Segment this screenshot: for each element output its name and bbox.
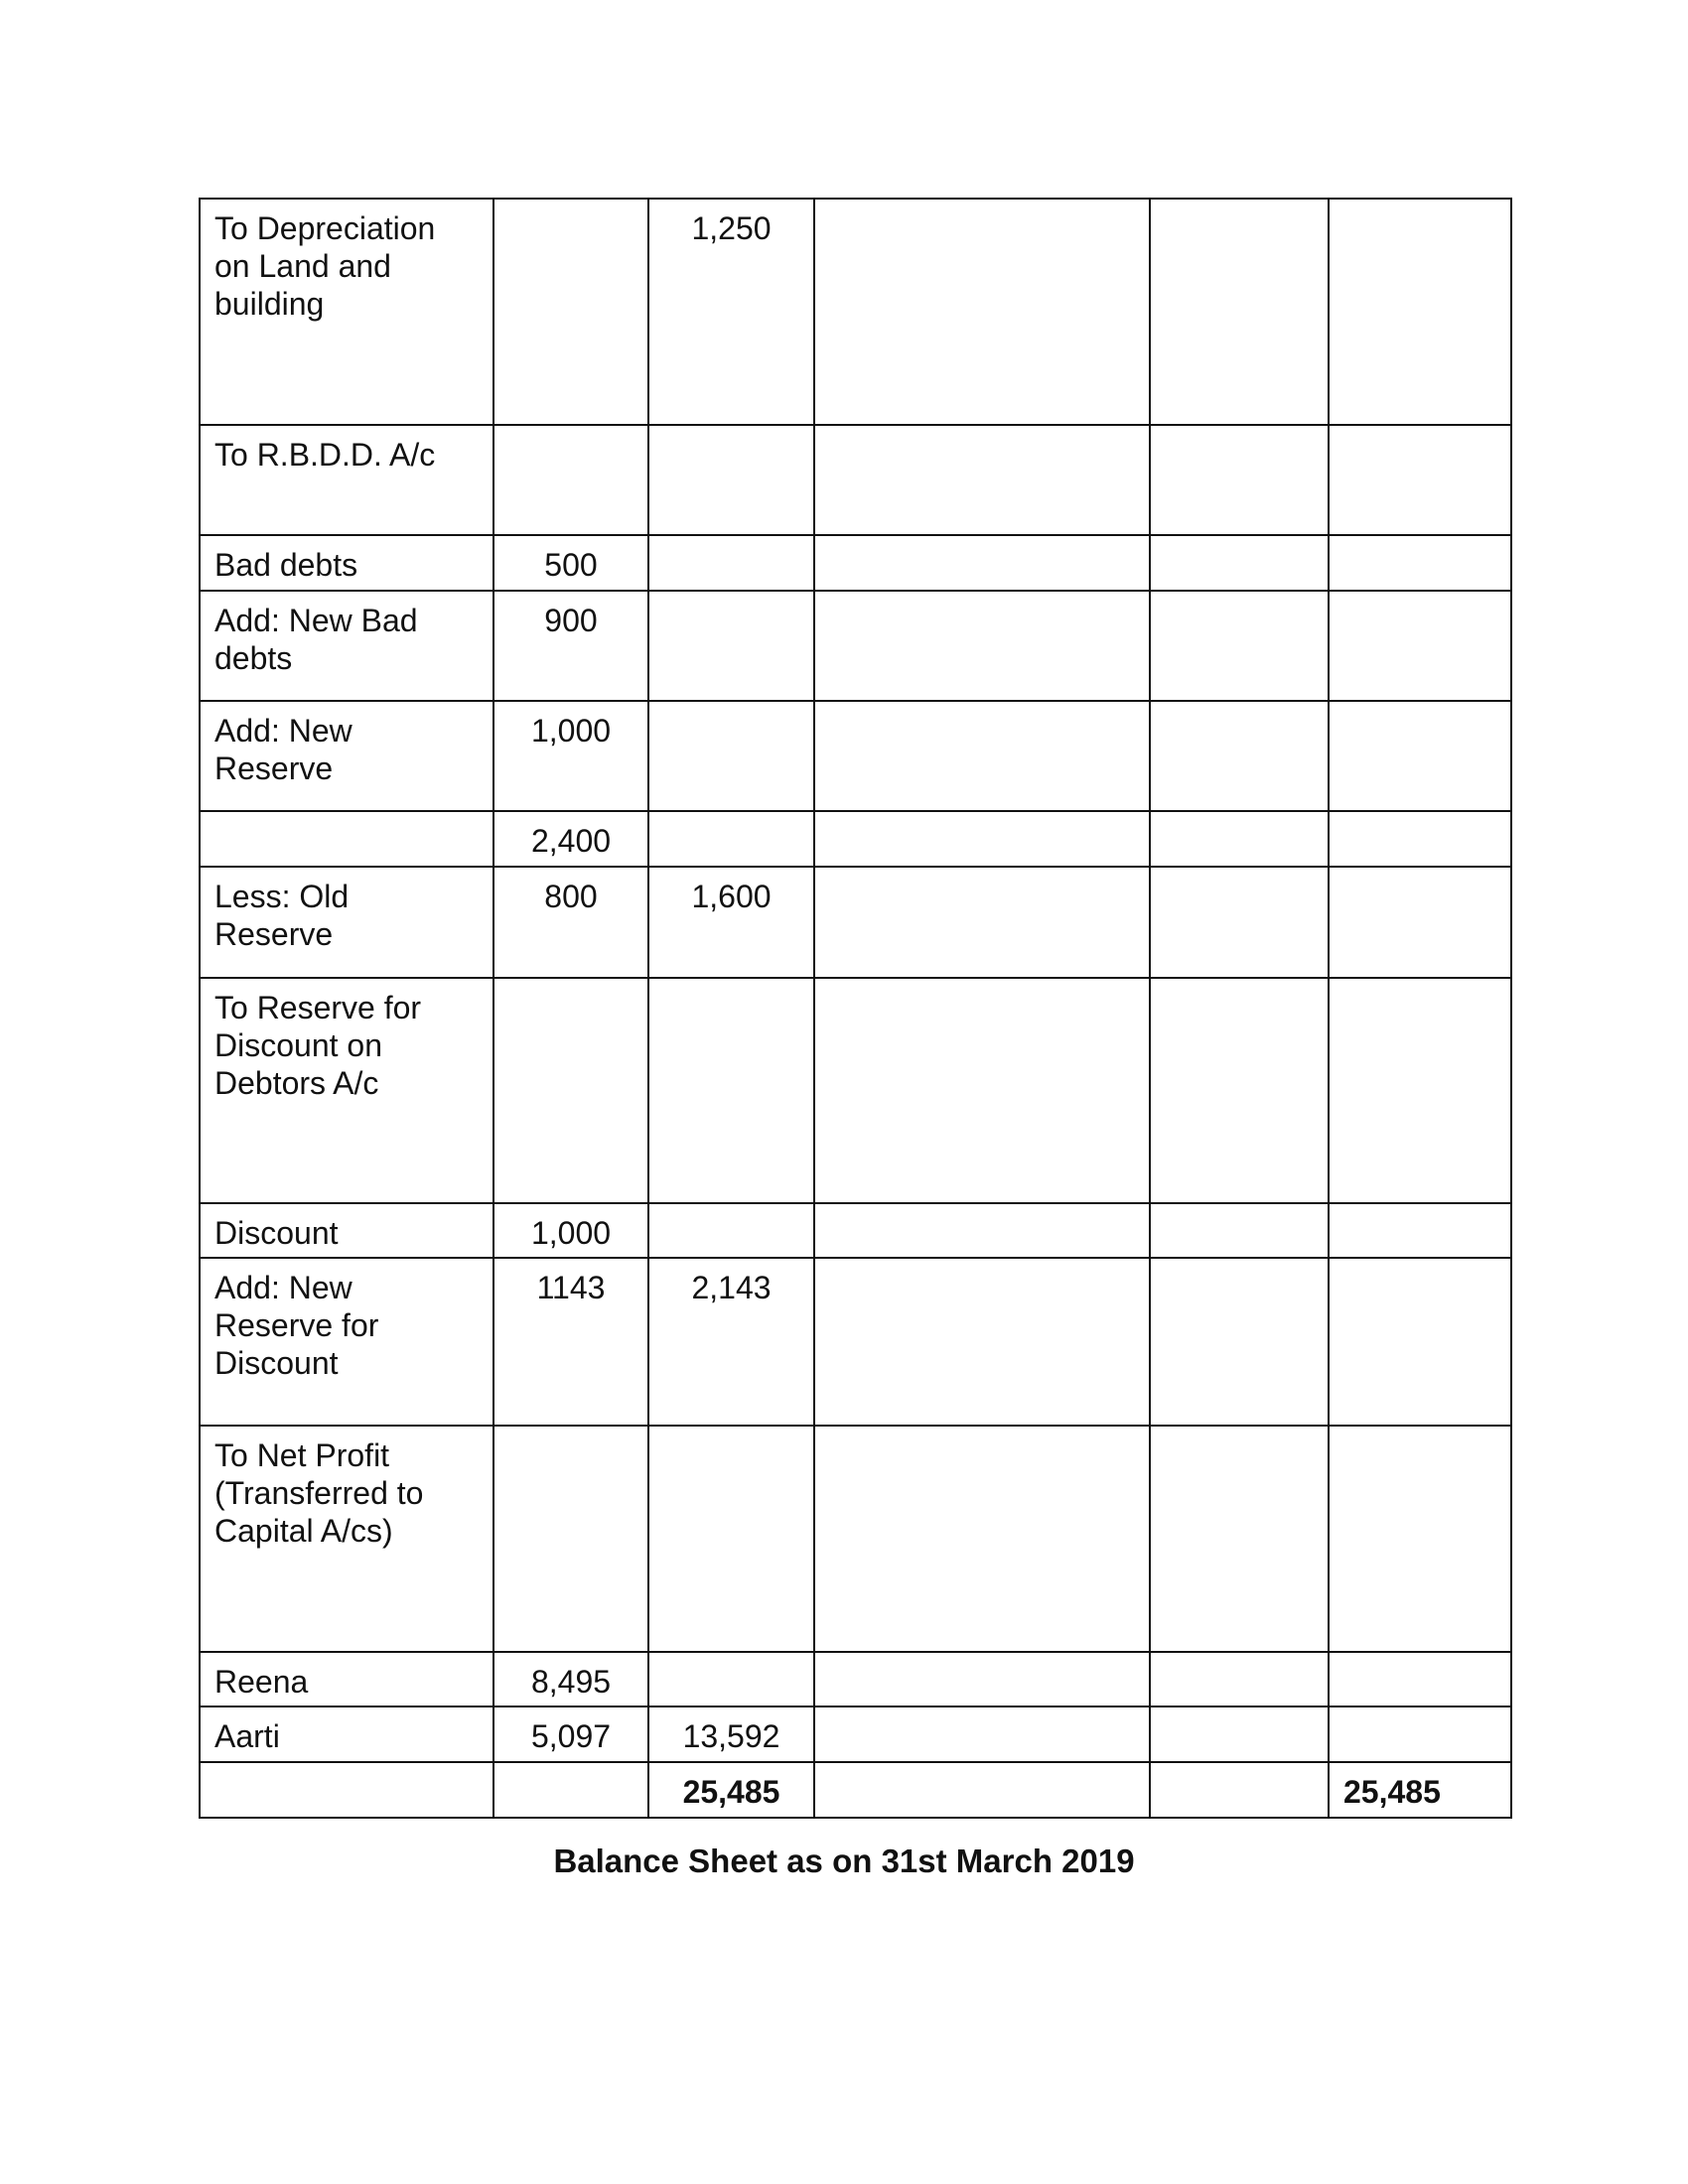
table-row	[200, 535, 1511, 591]
table-row	[200, 1203, 1511, 1258]
grand-total-cell: 25,485	[648, 1762, 814, 1818]
particulars-cell: To Reserve for Discount on Debtors A/c	[200, 978, 493, 1203]
cr-amount-cell	[1150, 425, 1329, 535]
total-cell	[648, 535, 814, 591]
cr-particulars-cell	[814, 1706, 1150, 1762]
table-row	[200, 867, 1511, 978]
amount-cell: 900	[493, 591, 648, 701]
particulars-cell: To R.B.D.D. A/c	[200, 425, 493, 535]
total-cell: 1,250	[648, 199, 814, 425]
balance-sheet-heading: Balance Sheet as on 31st March 2019	[553, 1843, 1135, 1879]
cr-amount-cell	[1150, 1203, 1329, 1258]
cr-particulars-cell	[814, 535, 1150, 591]
cr-amount-cell	[1150, 1762, 1329, 1818]
cr-amount-cell	[1150, 1652, 1329, 1706]
particulars-cell: To Depreciation on Land and building	[200, 199, 493, 425]
cr-particulars-cell	[814, 425, 1150, 535]
cr-particulars-cell	[814, 1203, 1150, 1258]
particulars-cell: To Net Profit (Transferred to Capital A/cs)	[200, 1426, 493, 1652]
cr-amount-cell	[1150, 1426, 1329, 1652]
cr-total-cell	[1329, 1426, 1511, 1652]
particulars-cell: Add: New Reserve for Discount	[200, 1258, 493, 1426]
total-cell: 1,600	[648, 867, 814, 978]
cr-grand-total-cell: 25,485	[1329, 1762, 1511, 1818]
cr-amount-cell	[1150, 867, 1329, 978]
cr-total-cell	[1329, 701, 1511, 811]
cr-amount-cell	[1150, 811, 1329, 867]
cr-amount-cell	[1150, 1258, 1329, 1426]
table-row	[200, 701, 1511, 811]
cr-particulars-cell	[814, 701, 1150, 811]
particulars-cell: Discount	[200, 1203, 493, 1258]
cr-total-cell	[1329, 591, 1511, 701]
cr-amount-cell	[1150, 978, 1329, 1203]
cr-particulars-cell	[814, 1258, 1150, 1426]
cr-total-cell	[1329, 978, 1511, 1203]
cr-particulars-cell	[814, 867, 1150, 978]
amount-cell: 1143	[493, 1258, 648, 1426]
table-row	[200, 1652, 1511, 1706]
cr-particulars-cell	[814, 811, 1150, 867]
cr-total-cell	[1329, 867, 1511, 978]
amount-cell: 2,400	[493, 811, 648, 867]
table-row	[200, 1762, 1511, 1818]
total-cell	[648, 978, 814, 1203]
table-row	[200, 1258, 1511, 1426]
total-cell	[648, 1426, 814, 1652]
amount-cell: 1,000	[493, 1203, 648, 1258]
amount-cell: 5,097	[493, 1706, 648, 1762]
total-cell: 13,592	[648, 1706, 814, 1762]
cr-amount-cell	[1150, 701, 1329, 811]
table-row	[200, 811, 1511, 867]
cr-total-cell	[1329, 535, 1511, 591]
particulars-cell: Aarti	[200, 1706, 493, 1762]
total-cell: 2,143	[648, 1258, 814, 1426]
amount-cell	[493, 1762, 648, 1818]
cr-total-cell	[1329, 1203, 1511, 1258]
table-row	[200, 1706, 1511, 1762]
table-row	[200, 199, 1511, 425]
cr-total-cell	[1329, 1706, 1511, 1762]
cr-particulars-cell	[814, 199, 1150, 425]
cr-particulars-cell	[814, 1762, 1150, 1818]
particulars-cell	[200, 1762, 493, 1818]
total-cell	[648, 701, 814, 811]
cr-amount-cell	[1150, 1706, 1329, 1762]
cr-particulars-cell	[814, 591, 1150, 701]
table-row	[200, 591, 1511, 701]
amount-cell: 800	[493, 867, 648, 978]
cr-amount-cell	[1150, 199, 1329, 425]
particulars-cell	[200, 811, 493, 867]
total-cell	[648, 591, 814, 701]
profit-loss-ledger-table	[199, 198, 1512, 1819]
cr-particulars-cell	[814, 978, 1150, 1203]
amount-cell: 1,000	[493, 701, 648, 811]
cr-particulars-cell	[814, 1652, 1150, 1706]
cr-total-cell	[1329, 1258, 1511, 1426]
cr-amount-cell	[1150, 535, 1329, 591]
cr-amount-cell	[1150, 591, 1329, 701]
particulars-cell: Add: New Bad debts	[200, 591, 493, 701]
particulars-cell: Less: Old Reserve	[200, 867, 493, 978]
amount-cell: 500	[493, 535, 648, 591]
amount-cell	[493, 199, 648, 425]
cr-total-cell	[1329, 1652, 1511, 1706]
table-row	[200, 1426, 1511, 1652]
total-cell	[648, 1652, 814, 1706]
amount-cell	[493, 425, 648, 535]
cr-total-cell	[1329, 199, 1511, 425]
amount-cell: 8,495	[493, 1652, 648, 1706]
cr-total-cell	[1329, 811, 1511, 867]
total-cell	[648, 425, 814, 535]
cr-total-cell	[1329, 425, 1511, 535]
total-cell	[648, 811, 814, 867]
particulars-cell: Bad debts	[200, 535, 493, 591]
total-cell	[648, 1203, 814, 1258]
table-row	[200, 425, 1511, 535]
amount-cell	[493, 978, 648, 1203]
table-row	[200, 978, 1511, 1203]
amount-cell	[493, 1426, 648, 1652]
particulars-cell: Add: New Reserve	[200, 701, 493, 811]
cr-particulars-cell	[814, 1426, 1150, 1652]
particulars-cell: Reena	[200, 1652, 493, 1706]
